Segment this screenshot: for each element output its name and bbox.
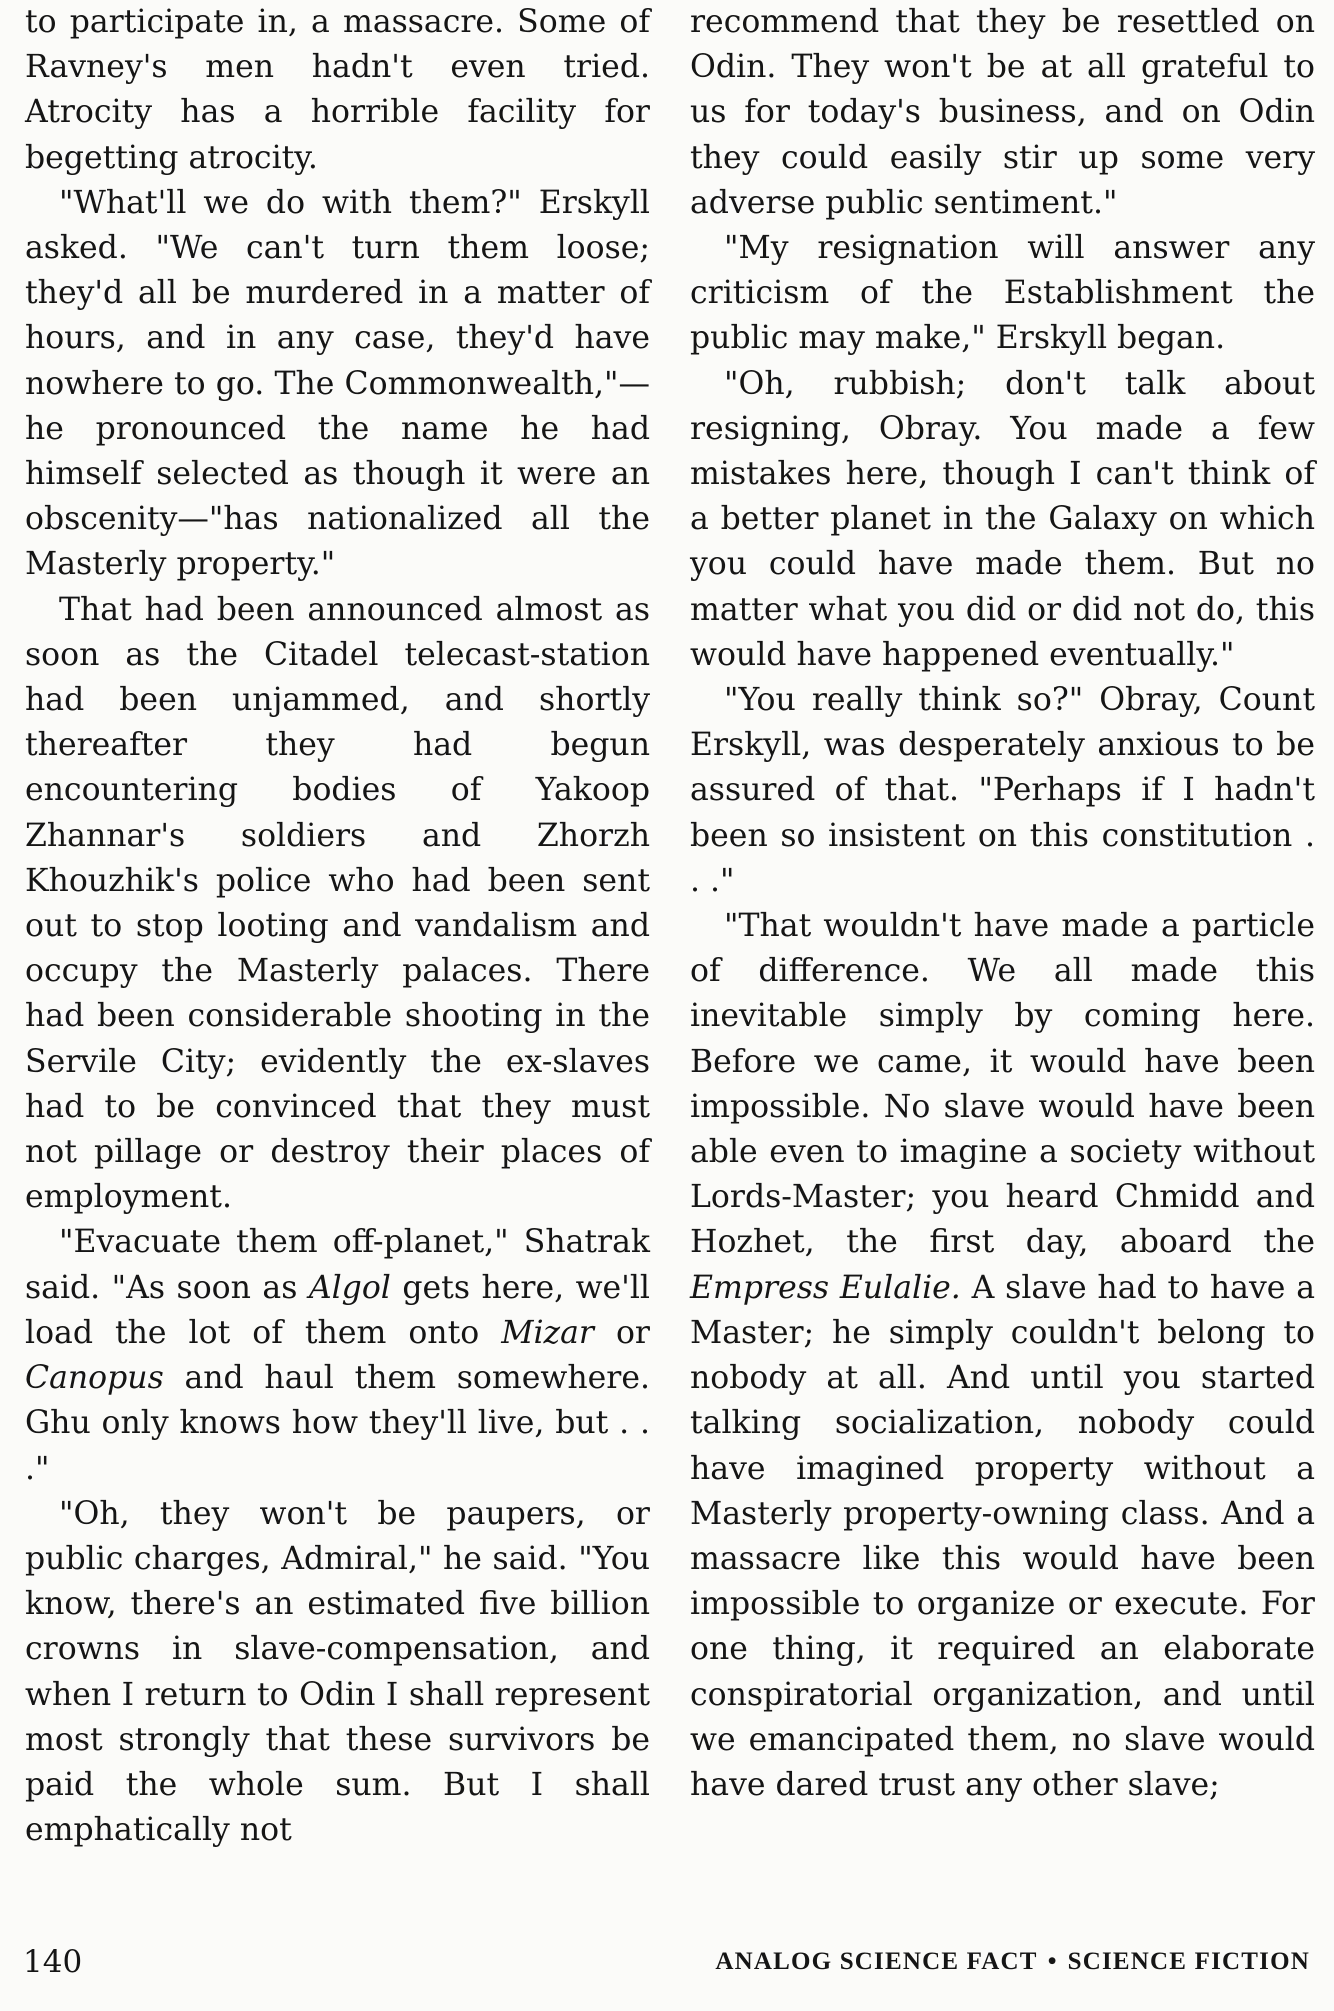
running-head-left: ANALOG SCIENCE FACT — [715, 1948, 1038, 1975]
text-run: "You really think so?" Obray, Count Erskyll, was desperately anxious to be assured of that. "Perhaps if I hadn't been so insistent on this constitution . . ." — [690, 682, 1315, 899]
text-run: That had been announced almost as soon as the Citadel telecast-station had been unjammed, and shortly thereafter they had begun encountering bodies of Yakoop Zhannar's soldiers and Zhorzh Khouzhik's police who had been sent out to stop looting and vandalism and occupy the Masterly palaces. There had been considerable shooting in the Servile City; evidently the ex-slaves had to be convinced that they must not pillage or destroy their places of employment. — [25, 591, 650, 1216]
paragraph — [690, 904, 1315, 1808]
page-number: 140 — [23, 1944, 83, 1980]
text-run: and haul them somewhere. Ghu only knows how they'll live, but . . ." — [25, 1360, 650, 1487]
text-run: gets here, we'll load the lot of them onto — [25, 1269, 650, 1351]
text-run: "Evacuate them off-planet," Shatrak said. "As soon as — [25, 1224, 650, 1306]
italic-title: Empress Eulalie. — [690, 1269, 961, 1306]
running-head-separator: • — [1047, 1948, 1058, 1975]
paragraph — [690, 226, 1315, 362]
italic-title: Algol — [308, 1269, 391, 1306]
text-run: "Oh, rubbish; don't talk about resigning, Obray. You made a few mistakes here, though I can't think of a better planet in the Galaxy on which you could have made them. But no matter what you did or did not do, this would have happened eventually." — [690, 365, 1315, 673]
italic-title: Mizar — [501, 1314, 594, 1351]
text-run: A slave had to have a Master; he simply couldn't belong to nobody at all. And until you started talking socialization, nobody could have imagined property without a Masterly property-owning class. And a massacre like this would have been impossible to organize or execute. For one thing, it required an elaborate conspiratorial organization, and until we emancipated them, no slave would have dared trust any other slave; — [690, 1269, 1315, 1803]
paragraph — [25, 1492, 650, 1854]
paragraph — [690, 0, 1315, 226]
text-run: "That wouldn't have made a particle of difference. We all made this inevitable simply by coming here. Before we came, it would have been impossible. No slave would have been able even to imagine a society without Lords-Master; you heard Chmidd and Hozhet, the first day, aboard the — [690, 908, 1315, 1261]
paragraph — [690, 362, 1315, 678]
page-footer — [0, 1942, 1334, 1992]
paragraph — [25, 588, 650, 1221]
italic-title: Canopus — [25, 1360, 164, 1397]
paragraph — [690, 678, 1315, 904]
paragraph — [25, 1220, 650, 1491]
text-run: "Oh, they won't be paupers, or public charges, Admiral," he said. "You know, there's an estimated five billion crowns in slave-compensation, and when I return to Odin I shall represent most strongly that these survivors be paid the whole sum. But I shall emphatically not — [25, 1495, 650, 1849]
running-head-right: SCIENCE FICTION — [1067, 1948, 1310, 1975]
left-text-column — [25, 0, 650, 1853]
text-run: "My resignation will answer any criticism of the Establishment the public may make," Erskyll began. — [690, 230, 1315, 357]
text-run: or — [593, 1314, 650, 1351]
right-text-column — [690, 0, 1315, 1808]
running-head — [715, 1942, 1310, 1982]
text-run: recommend that they be resettled on Odin. They won't be at all grateful to us for today's business, and on Odin they could easily stir up some very adverse public sentiment." — [690, 4, 1315, 221]
paragraph — [25, 181, 650, 588]
text-run: "What'll we do with them?" Erskyll asked. "We can't turn them loose; they'd all be murdered in a matter of hours, and in any case, they'd have nowhere to go. The Commonwealth,"—he pronounced the name he had himself selected as though it were an obscenity—"has nationalized all the Masterly property." — [25, 184, 650, 583]
text-run: to participate in, a massacre. Some of Ravney's men hadn't even tried. Atrocity has a horrible facility for begetting atrocity. — [25, 4, 650, 176]
paragraph — [25, 0, 650, 181]
